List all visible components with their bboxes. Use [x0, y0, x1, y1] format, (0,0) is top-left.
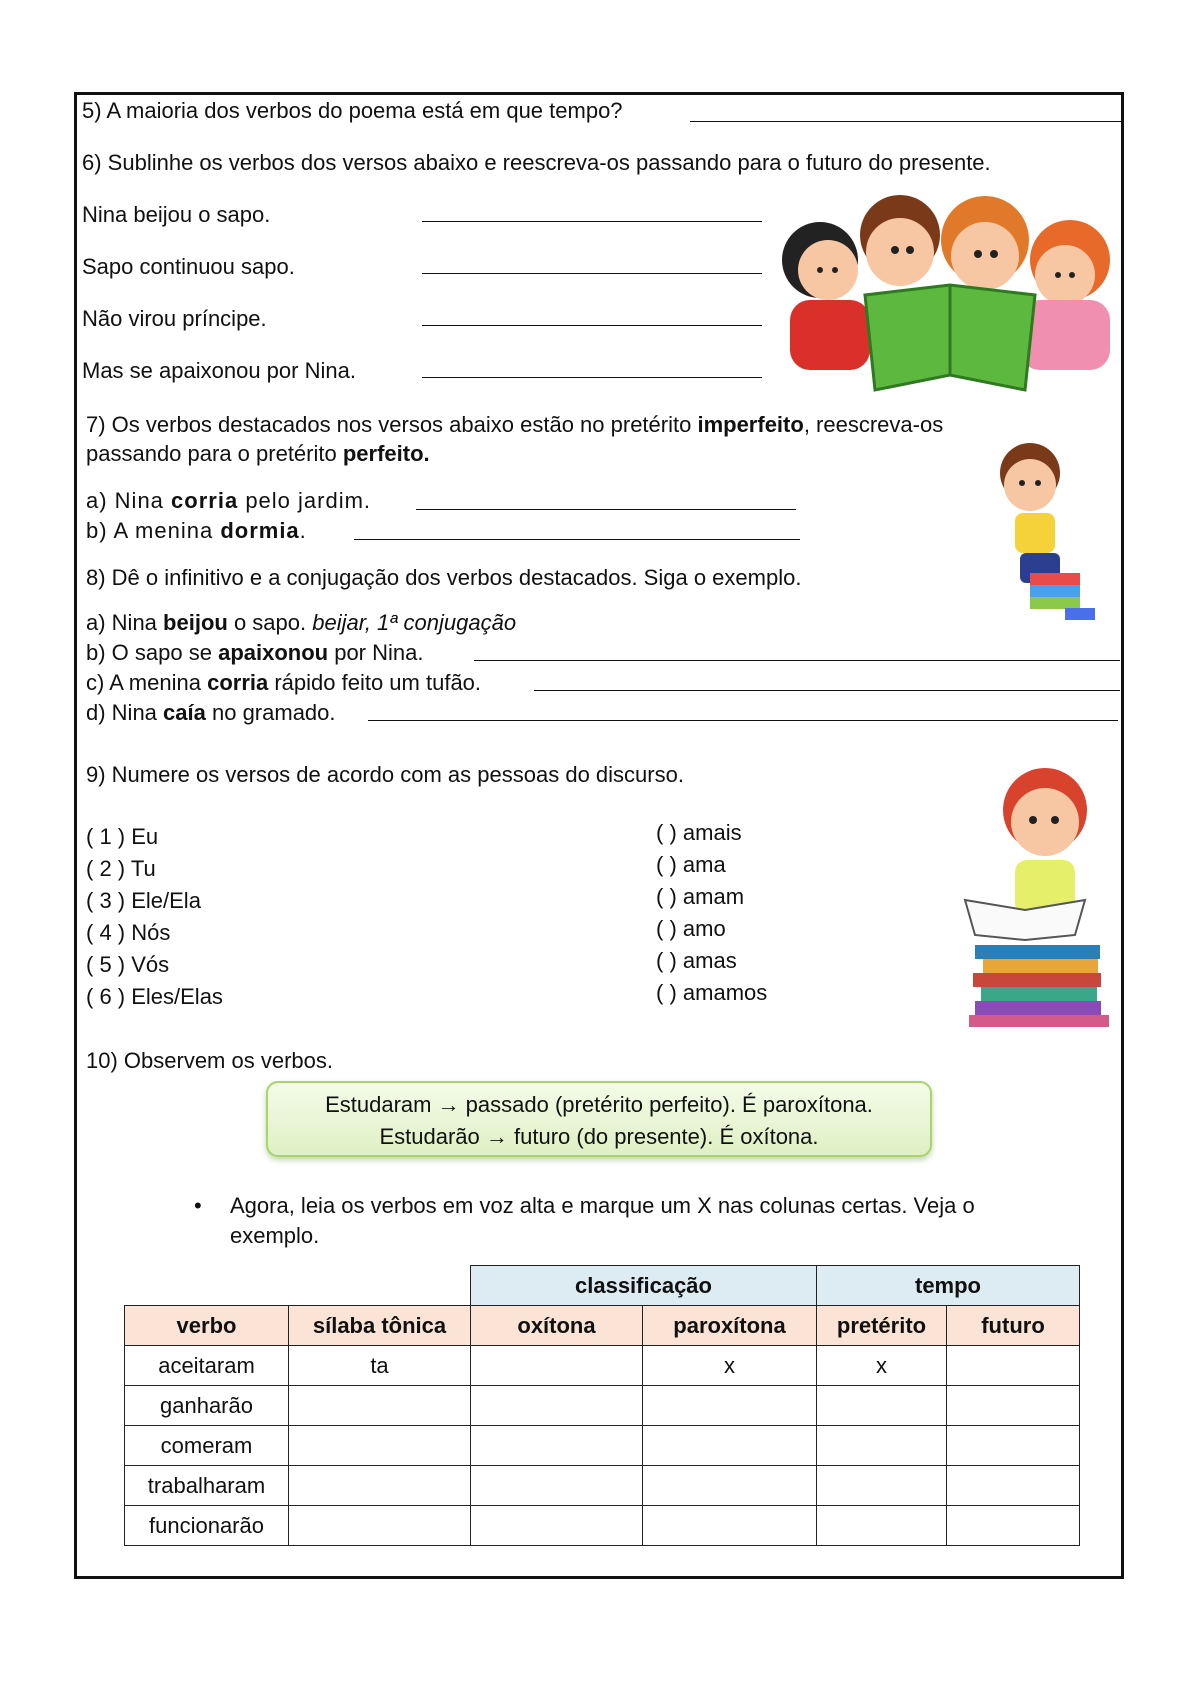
q7-item-b: b) A menina dormia. [86, 518, 307, 543]
q9-verb-row-3[interactable]: ( ) amam [656, 884, 745, 909]
cell-paroxitona[interactable] [643, 1466, 817, 1506]
cell-preterito[interactable] [817, 1426, 947, 1466]
cell-oxitona[interactable] [471, 1466, 643, 1506]
q9-person-1: ( 1 ) Eu [86, 824, 159, 849]
cell-futuro[interactable] [947, 1426, 1080, 1466]
cell-paroxitona[interactable] [643, 1506, 817, 1546]
header-preterito: pretérito [817, 1306, 947, 1346]
q8-item-a: a) Nina beijou o sapo. beijar, 1ª conjugação [86, 610, 517, 635]
table-row [125, 1386, 1080, 1426]
cell-oxitona[interactable] [471, 1506, 643, 1546]
cell-preterito[interactable] [817, 1466, 947, 1506]
callout-line-2: Estudarão → futuro (do presente). É oxítona. [379, 1124, 819, 1149]
q8-question: 8) Dê o infinitivo e a conjugação dos verbos destacados. Siga o exemplo. [86, 565, 802, 590]
cell-verbo: ganharão [125, 1386, 289, 1426]
cell-preterito[interactable] [817, 1386, 947, 1426]
header-oxitona: oxítona [471, 1306, 643, 1346]
boy-on-books-illustration [985, 443, 1115, 633]
q8-answer-line-c[interactable] [534, 690, 1120, 691]
q8-item-b: b) O sapo se apaixonou por Nina. [86, 640, 424, 665]
q9-person-4: ( 4 ) Nós [86, 920, 171, 945]
cell-silaba-tonica[interactable]: ta [289, 1346, 471, 1386]
cell-silaba-tonica[interactable] [289, 1466, 471, 1506]
q7-answer-line-b[interactable] [354, 539, 800, 540]
cell-verbo: aceitaram [125, 1346, 289, 1386]
q7-answer-line-a[interactable] [416, 509, 796, 510]
girl-on-books-illustration [955, 760, 1125, 1040]
cell-futuro[interactable] [947, 1506, 1080, 1546]
table-row [125, 1346, 1080, 1386]
q10-question: 10) Observem os verbos. [86, 1048, 333, 1073]
group-header-classificacao: classificação [471, 1266, 817, 1306]
q9-person-2: ( 2 ) Tu [86, 856, 156, 881]
cell-paroxitona[interactable] [643, 1386, 817, 1426]
q6-line-2: Sapo continuou sapo. [82, 254, 295, 279]
q6-line-4: Mas se apaixonou por Nina. [82, 358, 356, 383]
table-row [125, 1506, 1080, 1546]
cell-paroxitona[interactable] [643, 1426, 817, 1466]
verbs-classification-table [124, 1265, 1080, 1546]
cell-preterito[interactable]: x [817, 1346, 947, 1386]
q9-person-3: ( 3 ) Ele/Ela [86, 888, 201, 913]
q7-question-line-2: passando para o pretérito perfeito. [86, 441, 430, 466]
instruction-line-1: Agora, leia os verbos em voz alta e marque um X nas colunas certas. Veja o [230, 1193, 975, 1218]
instruction-line-2: exemplo. [230, 1223, 320, 1248]
cell-paroxitona[interactable]: x [643, 1346, 817, 1386]
kids-reading-illustration [770, 190, 1130, 400]
cell-futuro[interactable] [947, 1466, 1080, 1506]
bullet-icon: • [194, 1193, 202, 1218]
cell-verbo: trabalharam [125, 1466, 289, 1506]
header-verbo: verbo [125, 1306, 289, 1346]
q8-item-d: d) Nina caía no gramado. [86, 700, 336, 725]
cell-silaba-tonica[interactable] [289, 1426, 471, 1466]
cell-futuro[interactable] [947, 1386, 1080, 1426]
table-row [125, 1466, 1080, 1506]
table-row [125, 1426, 1080, 1466]
header-silaba-tonica: sílaba tônica [289, 1306, 471, 1346]
q8-answer-line-b[interactable] [474, 660, 1120, 661]
q6-answer-line-2[interactable] [422, 273, 762, 274]
cell-verbo: funcionarão [125, 1506, 289, 1546]
q7-question-line-1: 7) Os verbos destacados nos versos abaixo estão no pretérito imperfeito, reescreva-os [86, 412, 944, 437]
q9-verb-row-6[interactable]: ( ) amamos [656, 980, 768, 1005]
cell-preterito[interactable] [817, 1506, 947, 1546]
q6-line-3: Não virou príncipe. [82, 306, 267, 331]
cell-silaba-tonica[interactable] [289, 1386, 471, 1426]
q6-question: 6) Sublinhe os verbos dos versos abaixo e reescreva-os passando para o futuro do presente. [82, 150, 991, 175]
q9-person-5: ( 5 ) Vós [86, 952, 170, 977]
q7-item-a: a) Nina corria pelo jardim. [86, 488, 372, 513]
q5-question: 5) A maioria dos verbos do poema está em que tempo? [82, 98, 623, 123]
cell-verbo: comeram [125, 1426, 289, 1466]
q9-verb-row-1[interactable]: ( ) amais [656, 820, 742, 845]
header-paroxitona: paroxítona [643, 1306, 817, 1346]
cell-oxitona[interactable] [471, 1426, 643, 1466]
cell-oxitona[interactable] [471, 1386, 643, 1426]
q9-verb-row-5[interactable]: ( ) amas [656, 948, 737, 973]
cell-silaba-tonica[interactable] [289, 1506, 471, 1546]
cell-oxitona[interactable] [471, 1346, 643, 1386]
header-futuro: futuro [947, 1306, 1080, 1346]
cell-futuro[interactable] [947, 1346, 1080, 1386]
q5-answer-line[interactable] [690, 121, 1122, 122]
q6-answer-line-1[interactable] [422, 221, 762, 222]
q9-question: 9) Numere os versos de acordo com as pessoas do discurso. [86, 762, 684, 787]
q6-answer-line-3[interactable] [422, 325, 762, 326]
q9-verb-row-4[interactable]: ( ) amo [656, 916, 726, 941]
table-empty-corner [125, 1266, 471, 1306]
q6-answer-line-4[interactable] [422, 377, 762, 378]
group-header-tempo: tempo [817, 1266, 1080, 1306]
verbs-example-callout [266, 1081, 932, 1157]
q9-verb-row-2[interactable]: ( ) ama [656, 852, 726, 877]
q6-line-1: Nina beijou o sapo. [82, 202, 271, 227]
q8-item-c: c) A menina corria rápido feito um tufão. [86, 670, 482, 695]
q9-person-6: ( 6 ) Eles/Elas [86, 984, 223, 1009]
q8-answer-line-d[interactable] [368, 720, 1118, 721]
callout-line-1: Estudaram → passado (pretérito perfeito). É paroxítona. [325, 1092, 873, 1117]
